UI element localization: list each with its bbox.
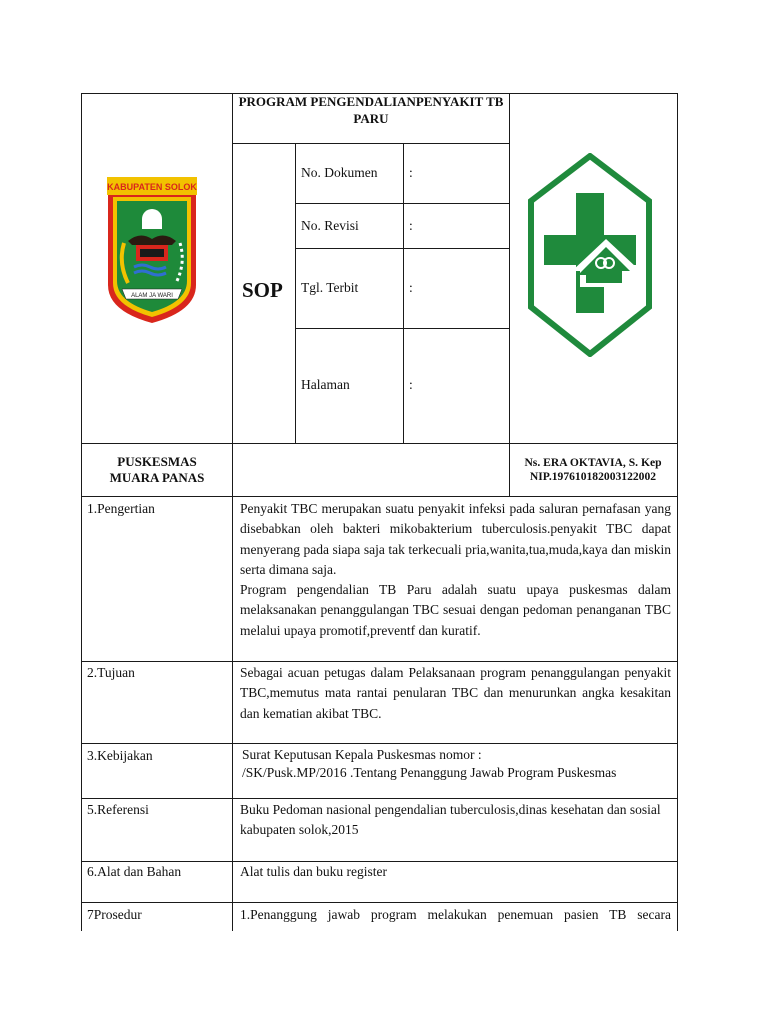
- title-bottom-line: [232, 143, 509, 144]
- header-bottom-line: [81, 443, 678, 444]
- org-row-bottom-line: [81, 496, 678, 497]
- section-content-referensi: [240, 800, 674, 841]
- section-label-tujuan: 2.Tujuan: [87, 665, 135, 680]
- field-divider: [403, 143, 404, 443]
- document-title: PROGRAM PENGENDALIANPENYAKIT TB PARU: [238, 94, 504, 126]
- paragraph: Sebagai acuan petugas dalam Pelaksanaan program penanggulangan penyakit TBC,memutus mata rantai penularan TBC dan menurunkan angka kesakitan dan kematian akibat TBC.: [240, 665, 671, 721]
- section-content-kebijakan: [242, 746, 673, 781]
- field-sep-tgl-terbit: :: [409, 280, 413, 295]
- field-label-halaman: Halaman: [301, 377, 350, 392]
- section-line-1: [81, 661, 678, 662]
- paragraph: Alat tulis dan buku register: [240, 864, 387, 879]
- header-divider-right: [509, 93, 510, 496]
- section-label-prosedur: 7Prosedur: [87, 907, 142, 922]
- field-sep-no-dokumen: :: [409, 165, 413, 180]
- sop-divider: [295, 143, 296, 443]
- paragraph: /SK/Pusk.MP/2016 .Tentang Penanggung Jawab Program Puskesmas: [242, 764, 617, 780]
- table-border-right: [677, 93, 678, 931]
- section-line-2: [81, 743, 678, 744]
- table-border-left: [81, 93, 82, 931]
- signer-block: [511, 456, 675, 484]
- paragraph: Surat Keputusan Kepala Puskesmas nomor :: [242, 747, 482, 762]
- org-name-line2: MUARA PANAS: [109, 469, 205, 485]
- paragraph: 1.Penanggung jawab program melakukan penemuan pasien TB secara: [240, 907, 671, 922]
- field-sep-no-revisi: :: [409, 218, 413, 233]
- sop-label: SOP: [242, 278, 283, 302]
- section-label-alat-dan-bahan: 6.Alat dan Bahan: [87, 864, 182, 879]
- svg-text:ALAM JA WARI: ALAM JA WARI: [131, 293, 173, 299]
- org-name: [84, 454, 230, 485]
- field-line-3: [295, 328, 509, 329]
- header-divider-left: [232, 93, 233, 931]
- field-sep-halaman: :: [409, 377, 413, 392]
- puskesmas-logo-icon: [528, 153, 652, 357]
- paragraph: Program pengendalian TB Paru adalah suatu upaya puskesmas dalam melaksanakan penanggulangan TBC sesuai dengan pedoman penanganan TBC melalui upaya promotif,preventf dan kuratif.: [240, 582, 671, 638]
- paragraph: Buku Pedoman nasional pengendalian tuberculosis,dinas kesehatan dan sosial kabupaten solok,2015: [240, 802, 661, 838]
- section-content-alat-dan-bahan: [240, 862, 671, 882]
- field-label-no-revisi: No. Revisi: [301, 218, 359, 233]
- section-label-kebijakan: 3.Kebijakan: [87, 748, 153, 763]
- section-label-referensi: 5.Referensi: [87, 802, 149, 817]
- field-label-no-dokumen: No. Dokumen: [301, 165, 378, 180]
- section-content-tujuan: [240, 663, 671, 724]
- field-line-1: [295, 203, 509, 204]
- paragraph: Penyakit TBC merupakan suatu penyakit infeksi pada saluran pernafasan yang disebabkan oleh bakteri mikobakterium tuberculosis.penyakit TBC dapat menyerang pada siapa saja tak terkecuali pria,wanita,tua,muda,kaya dan miskin serta dimana saja.: [240, 501, 671, 577]
- field-label-tgl-terbit: Tgl. Terbit: [301, 280, 359, 295]
- signer-name: Ns. ERA OKTAVIA, S. Kep: [524, 456, 662, 469]
- signer-nip: NIP.197610182003122002: [529, 470, 657, 483]
- kabupaten-solok-logo-icon: [104, 173, 200, 325]
- section-line-3: [81, 798, 678, 799]
- svg-text:KABUPATEN SOLOK: KABUPATEN SOLOK: [107, 182, 197, 192]
- org-name-line1: PUSKESMAS: [117, 454, 197, 469]
- section-content-prosedur: [240, 905, 671, 925]
- section-label-pengertian: 1.Pengertian: [87, 501, 155, 516]
- section-line-5: [81, 902, 678, 903]
- section-content-pengertian: [240, 499, 671, 641]
- field-line-2: [295, 248, 509, 249]
